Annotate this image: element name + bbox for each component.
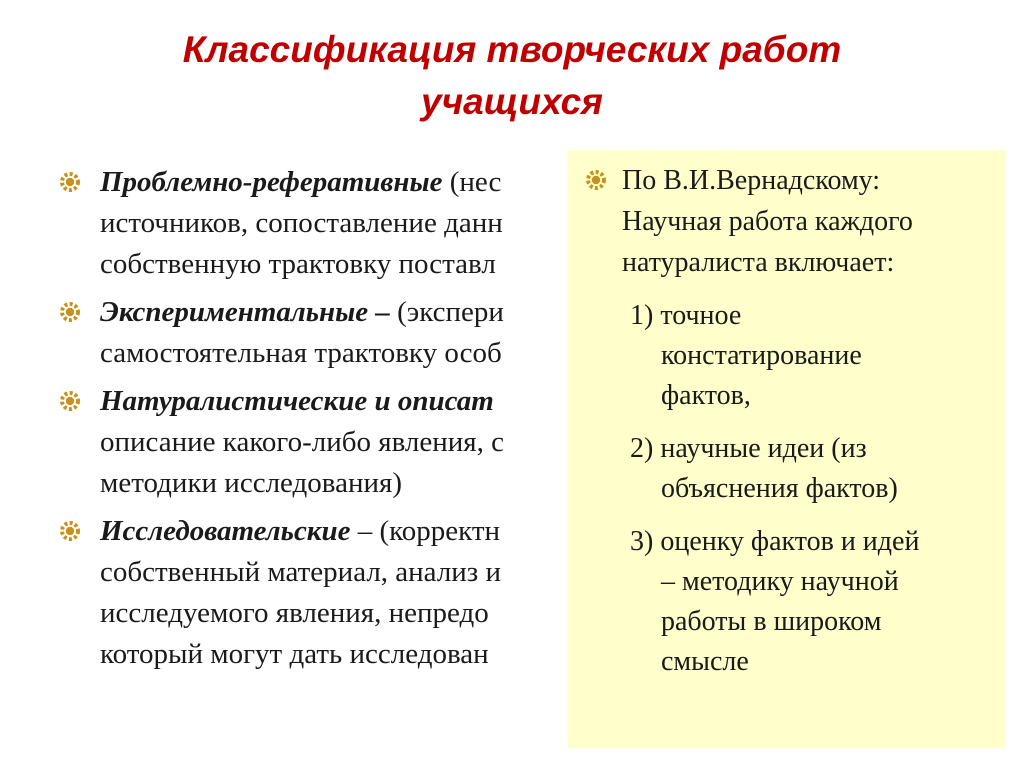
gear-bullet-icon bbox=[60, 302, 80, 322]
note-point bbox=[584, 429, 989, 509]
gear-bullet-icon bbox=[60, 172, 80, 192]
note-point bbox=[584, 296, 989, 416]
list-item-line: исследуемого явления, непредо bbox=[100, 597, 489, 629]
note-point-line: – методику научной bbox=[661, 566, 899, 597]
slide-title bbox=[0, 24, 1024, 128]
note-point-line: констатирование bbox=[661, 340, 862, 371]
note-point-line: работы в широком bbox=[661, 606, 882, 637]
list-item-line: собственную трактовку поставл bbox=[100, 248, 496, 280]
note-heading-line: По В.И.Вернадскому: bbox=[622, 165, 881, 196]
gear-bullet-icon bbox=[60, 521, 80, 541]
list-item bbox=[58, 162, 598, 285]
list-item bbox=[58, 292, 598, 374]
vernadsky-note-box bbox=[568, 150, 1005, 748]
list-item-term: Исследовательские bbox=[100, 515, 351, 547]
list-item bbox=[58, 511, 598, 675]
note-point bbox=[584, 522, 989, 682]
list-item-line: который могут дать исследован bbox=[100, 638, 489, 670]
list-item-text: (экспери bbox=[389, 296, 504, 328]
note-point-line: фактов, bbox=[661, 380, 751, 411]
note-point-number: 3) bbox=[630, 526, 654, 557]
list-item bbox=[58, 381, 598, 504]
list-item-line: методики исследования) bbox=[100, 467, 403, 499]
list-item-term: Натуралистические и описат bbox=[100, 385, 494, 417]
gear-bullet-icon bbox=[60, 391, 80, 411]
list-item-text: – (корректн bbox=[350, 515, 501, 547]
note-point-line: точное bbox=[660, 300, 742, 331]
list-item-line: собственный материал, анализ и bbox=[100, 556, 502, 588]
note-point-line: оценку фактов и идей bbox=[660, 526, 920, 557]
list-item-line: самостоятельная трактовку особ bbox=[100, 337, 502, 369]
list-item-line: источников, сопоставление данн bbox=[100, 207, 503, 239]
note-point-line: объяснения фактов) bbox=[661, 473, 898, 504]
gear-bullet-icon bbox=[586, 170, 606, 190]
slide-title-line-2: учащихся bbox=[421, 81, 603, 122]
note-heading-line: Научная работа каждого bbox=[622, 206, 913, 237]
slide-title-line-1: Классификация творческих работ bbox=[182, 29, 842, 70]
list-item-term: Экспериментальные – bbox=[100, 296, 390, 328]
classification-list bbox=[58, 162, 598, 675]
note-point-line: смысле bbox=[661, 646, 749, 677]
note-point-line: научные идеи (из bbox=[660, 433, 867, 464]
note-heading bbox=[584, 160, 989, 283]
list-item-term: Проблемно-реферативные bbox=[100, 166, 443, 198]
list-item-line: описание какого-либо явления, с bbox=[100, 426, 505, 458]
note-point-number: 1) bbox=[630, 300, 654, 331]
note-heading-line: натуралиста включает: bbox=[622, 247, 895, 278]
list-item-text: (нес bbox=[442, 166, 502, 198]
note-point-number: 2) bbox=[630, 433, 654, 464]
